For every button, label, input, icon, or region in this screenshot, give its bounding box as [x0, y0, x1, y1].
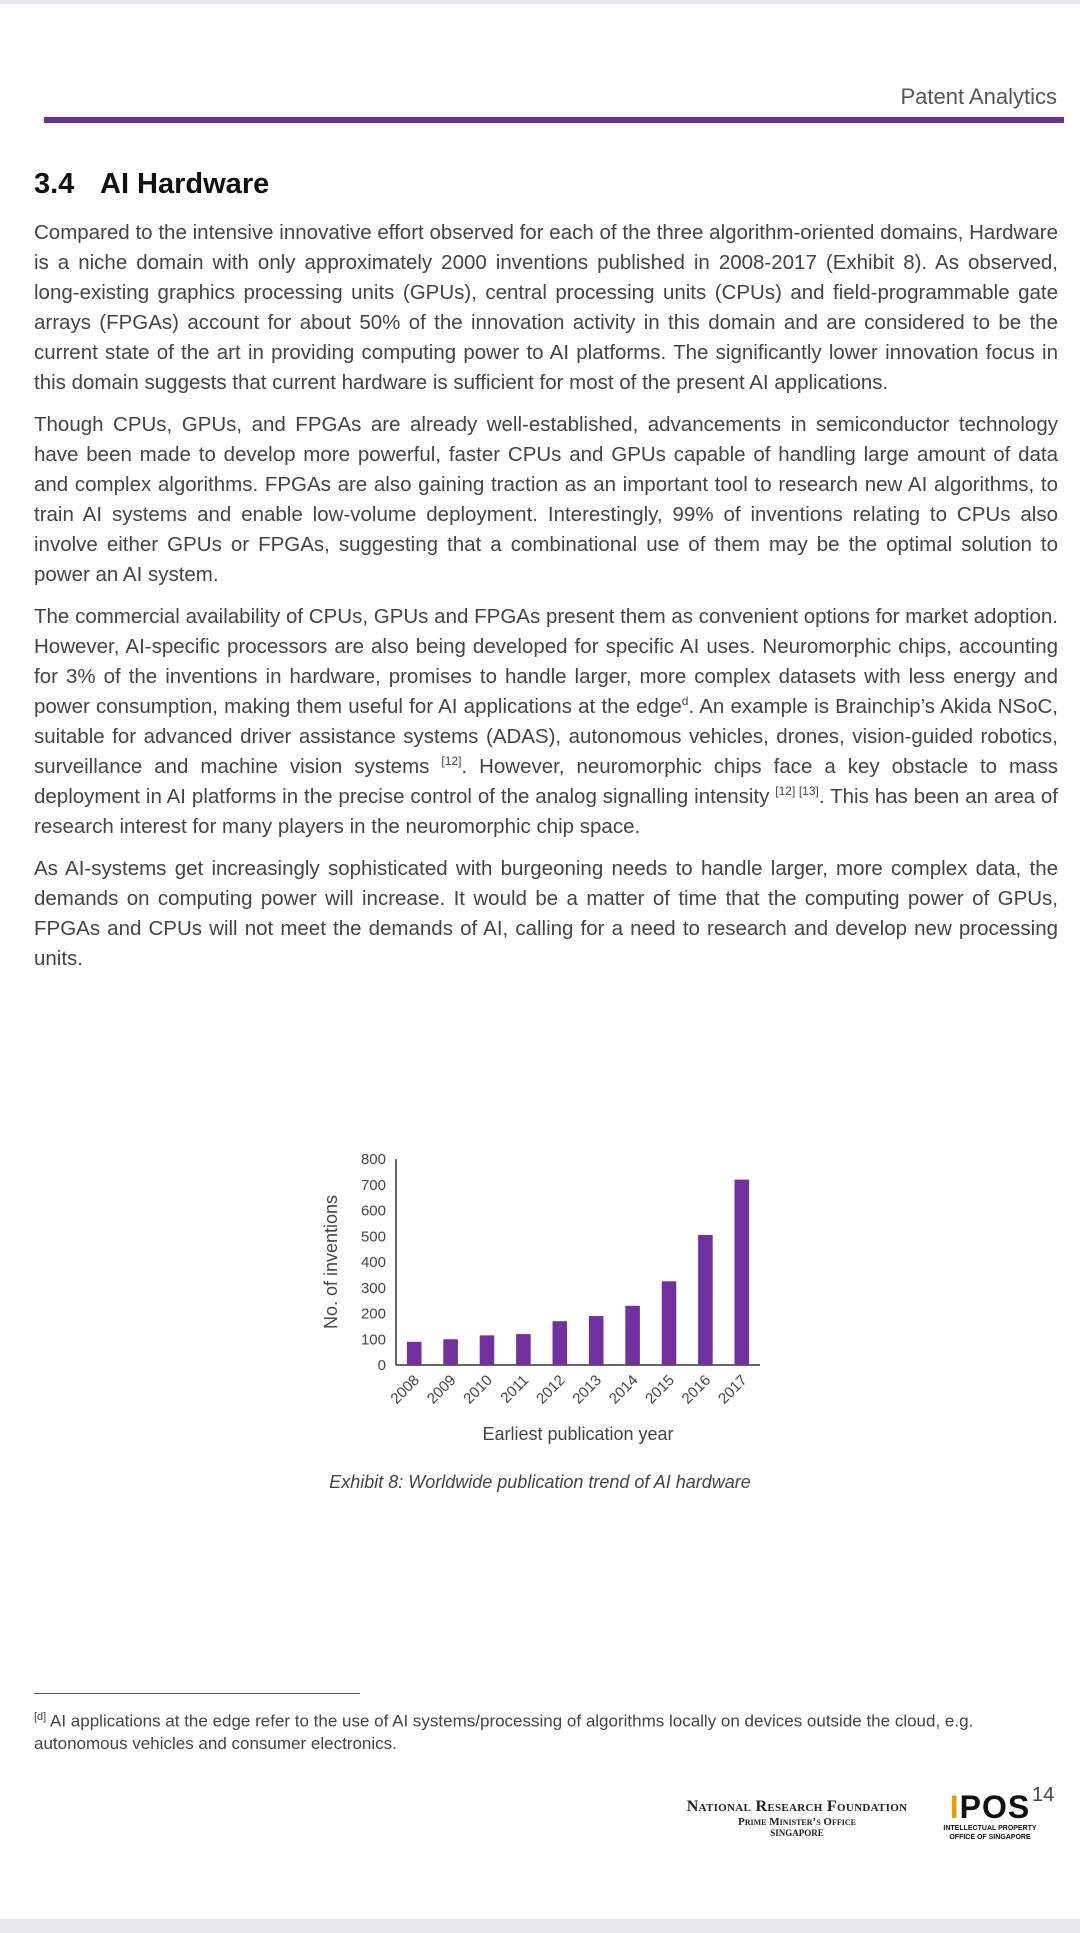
x-tick-label: 2012: [533, 1371, 569, 1408]
ipos-wordmark: [940, 1790, 1040, 1824]
bar-chart: [310, 1140, 790, 1460]
bar-2013: [589, 1316, 604, 1365]
paragraph-4: As AI-systems get increasingly sophisticated with burgeoning needs to handle larger, more complex data, the demands on computing power will increase. It would be a matter of time that the computing power of GPUs, FPGAs and CPUs will not meet the demands of AI, calling for a need to research and develop new processing units.: [34, 857, 1058, 970]
section-number: 3.4: [34, 168, 75, 200]
x-tick-label: 2009: [423, 1371, 460, 1408]
y-tick-label: 400: [360, 1254, 386, 1271]
bar-2009: [443, 1339, 458, 1365]
x-tick-label: 2017: [715, 1371, 751, 1408]
nrf-name: National Research Foundation: [686, 1798, 908, 1815]
nrf-country: SINGAPORE: [770, 1828, 824, 1838]
x-tick-label: 2010: [460, 1371, 496, 1408]
ipos-subtitle-1: INTELLECTUAL PROPERTY: [943, 1825, 1037, 1832]
y-tick-label: 300: [360, 1279, 386, 1297]
ipos-logo: [940, 1790, 1040, 1842]
footnote-rule: [34, 1693, 360, 1694]
paragraph-3-part-1: The commercial availability of CPUs, GPUs and FPGAs present them as convenient options for market adoption. However, AI-specific processors are also being developed for specific AI uses. Neuromorphic chips, accounting for 3% of the inventions in hardware, promises to handle larger, more complex datasets with less energy and power consumption, making them useful for AI applications at the edge: [34, 605, 1058, 718]
bar-2017: [735, 1180, 750, 1365]
chart-container: [310, 1140, 790, 1460]
body-text: [34, 218, 1058, 986]
bar-2016: [698, 1235, 713, 1365]
citation-12-13[interactable]: [12] [13]: [775, 784, 819, 799]
citation-12[interactable]: [12]: [441, 754, 462, 769]
y-tick-label: 100: [360, 1331, 386, 1349]
bottom-strip: [0, 1919, 1080, 1933]
running-header: Patent Analytics: [900, 84, 1057, 109]
y-tick-label: 800: [360, 1151, 386, 1168]
y-tick-label: 200: [360, 1305, 386, 1323]
y-tick-label: 500: [360, 1228, 386, 1246]
paragraph-3-part-4: . This has been an area of research interest for many players in the neuromorphic chip space.: [34, 785, 1059, 838]
x-tick-label: 2016: [678, 1371, 715, 1408]
section-title: AI Hardware: [100, 168, 270, 200]
nrf-logo: [672, 1798, 922, 1838]
footnote-text: AI applications at the edge refer to the use of AI systems/processing of algorithms locally on devices outside the cloud, e.g. autonomous vehicles and consumer electronics.: [34, 1711, 974, 1753]
ipos-mark-accent: I: [949, 1789, 960, 1825]
paragraph-2: Though CPUs, GPUs, and FPGAs are already well-established, advancements in semiconductor technology have been made to develop more powerful, faster CPUs and GPUs capable of handling large amount of data and complex algorithms. FPGAs are also gaining traction as an important tool to research new AI algorithms, to train AI systems and enable low-volume deployment. Interestingly, 99% of inventions relating to CPUs also involve either GPUs or FPGAs, suggesting that a combinational use of them may be the optimal solution to power an AI system.: [34, 413, 1058, 586]
ipos-mark-rest: POS: [959, 1789, 1031, 1825]
bar-2012: [553, 1321, 568, 1365]
paragraph-1: Compared to the intensive innovative effort observed for each of the three algorithm-oriented domains, Hardware is a niche domain with only approximately 2000 inventions published in 2008-2017 (Exhibit 8). As observed, long-existing graphics processing units (GPUs), central processing units (CPUs) and field-programmable gate arrays (FPGAs) account for about 50% of the innovation activity in this domain and are considered to be the current state of the art in providing computing power to AI platforms. The significantly lower innovation focus in this domain suggests that current hardware is sufficient for most of the present AI applications.: [34, 221, 1058, 394]
bar-2008: [407, 1342, 422, 1365]
y-tick-label: 600: [360, 1202, 386, 1220]
y-tick-label: 700: [360, 1176, 386, 1194]
ipos-subtitle-2: OFFICE OF SINGAPORE: [949, 1834, 1031, 1841]
exhibit-caption: Exhibit 8: Worldwide publication trend of AI hardware: [329, 1472, 751, 1492]
header-rule: [44, 117, 1064, 123]
bar-2015: [662, 1281, 677, 1365]
footnote: [34, 1706, 1064, 1755]
bar-2014: [625, 1306, 640, 1365]
section-heading: [34, 168, 269, 201]
paragraph-3-part-3: . However, neuromorphic chips face a key obstacle to mass deployment in AI platforms in the precise control of the analog signalling intensity: [34, 755, 1058, 808]
bar-2011: [516, 1334, 531, 1365]
y-tick-label: 0: [377, 1357, 386, 1374]
footnote-ref-d[interactable]: d: [681, 694, 689, 709]
x-tick-label: 2014: [605, 1371, 642, 1408]
bar-2010: [480, 1335, 495, 1365]
paragraph-3-part-2: . An example is Brainchip’s Akida NSoC, suitable for advanced driver assistance systems (ADAS), autonomous vehicles, drones, vision-guided robotics, surveillance and machine vision systems: [34, 695, 1058, 778]
nrf-office: Prime Minister’s Office: [738, 1816, 856, 1828]
page-number: 14: [1032, 1784, 1055, 1806]
x-tick-label: 2011: [497, 1371, 533, 1407]
paragraph-3: [34, 602, 1058, 842]
footnote-marker: [d]: [34, 1711, 47, 1723]
x-tick-label: 2008: [387, 1371, 424, 1408]
top-strip: [0, 0, 1080, 4]
x-axis-title: Earliest publication year: [482, 1424, 674, 1444]
x-tick-label: 2015: [642, 1371, 678, 1408]
x-tick-label: 2013: [569, 1371, 606, 1408]
y-axis-title: No. of inventions: [321, 1194, 341, 1330]
